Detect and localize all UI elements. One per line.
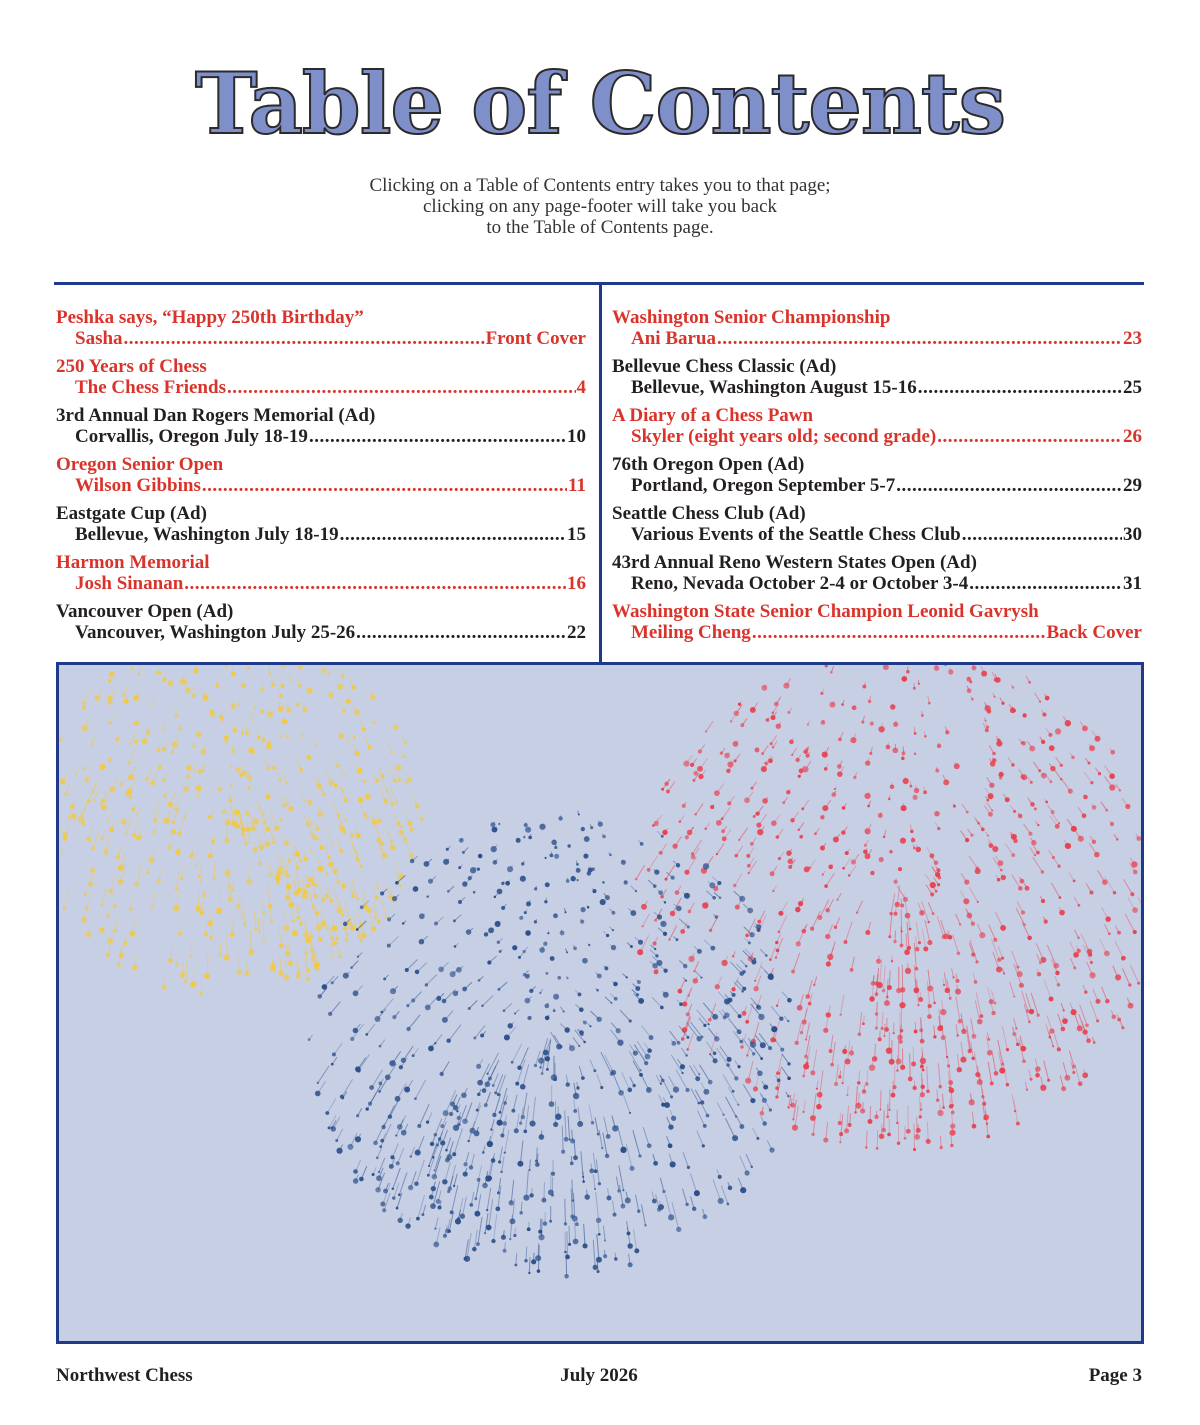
- dot-leader: [184, 574, 566, 595]
- toc-entry-title: Eastgate Cup (Ad): [56, 503, 207, 524]
- instructions: [0, 175, 1200, 238]
- toc-entry-title: Vancouver Open (Ad): [56, 601, 234, 622]
- toc-entry-title: 250 Years of Chess: [56, 356, 207, 377]
- instructions-line: to the Table of Contents page.: [486, 217, 714, 238]
- toc-entry[interactable]: [56, 455, 586, 496]
- page-title: Table of Contents: [195, 54, 1005, 153]
- toc-left-column: [56, 308, 586, 651]
- dot-leader: [969, 574, 1122, 595]
- toc-entry[interactable]: [612, 357, 1142, 398]
- toc-entry-author: Corvallis, Oregon July 18-19: [75, 425, 308, 447]
- toc-entry-title: A Diary of a Chess Pawn: [612, 405, 814, 426]
- toc-entry-author: Skyler (eight years old; second grade): [631, 425, 937, 447]
- toc-entry-page: 4: [576, 376, 586, 398]
- toc-entry-author: The Chess Friends: [75, 376, 226, 398]
- toc-entry-author: Bellevue, Washington August 15-16: [631, 376, 917, 398]
- toc-entry[interactable]: [56, 553, 586, 594]
- toc-entry-page: 15: [567, 523, 586, 545]
- toc-entry-title: 43rd Annual Reno Western States Open (Ad): [612, 552, 977, 573]
- toc-entry-page: Back Cover: [1046, 621, 1142, 643]
- toc-entry[interactable]: [56, 406, 586, 447]
- toc-entry-author: Ani Barua: [631, 327, 716, 349]
- toc-entry-title: Washington State Senior Champion Leonid Gavrysh: [612, 601, 1039, 622]
- toc-entry-title: Peshka says, “Happy 250th Birthday”: [56, 307, 364, 328]
- toc-entry[interactable]: [612, 602, 1142, 643]
- toc-entry-page: 23: [1123, 327, 1142, 349]
- toc-entry-page: 31: [1123, 572, 1142, 594]
- toc-entry[interactable]: [612, 504, 1142, 545]
- toc-entry-page: 29: [1123, 474, 1142, 496]
- dot-leader: [227, 378, 576, 399]
- toc-entry[interactable]: [56, 602, 586, 643]
- fireworks-illustration: [59, 665, 1141, 1341]
- toc-entry[interactable]: [612, 308, 1142, 349]
- dot-leader: [717, 329, 1122, 350]
- toc-entry-author: Sasha: [75, 327, 123, 349]
- toc-right-column: [612, 308, 1142, 651]
- toc-entry-page: 11: [568, 474, 586, 496]
- toc-entry-author: Portland, Oregon September 5-7: [631, 474, 896, 496]
- toc-entry[interactable]: [612, 455, 1142, 496]
- instructions-line: clicking on any page-footer will take you back: [422, 196, 777, 217]
- toc-entry-page: 26: [1123, 425, 1142, 447]
- footer-date[interactable]: July 2026: [560, 1365, 638, 1386]
- toc-entry-author: Various Events of the Seattle Chess Club: [631, 523, 961, 545]
- toc-entry-title: Bellevue Chess Classic (Ad): [612, 356, 837, 377]
- toc-entry[interactable]: [56, 357, 586, 398]
- dot-leader: [962, 525, 1122, 546]
- toc-entry-title: Harmon Memorial: [56, 552, 210, 573]
- toc-entry-page: 30: [1123, 523, 1142, 545]
- toc-entry-title: Seattle Chess Club (Ad): [612, 503, 806, 524]
- dot-leader: [356, 623, 566, 644]
- footer-publication[interactable]: Northwest Chess: [56, 1365, 193, 1386]
- toc-entry-author: Meiling Cheng: [631, 621, 751, 643]
- toc-entry-title: 3rd Annual Dan Rogers Memorial (Ad): [56, 405, 376, 426]
- dot-leader: [124, 329, 485, 350]
- toc-entry-author: Vancouver, Washington July 25-26: [75, 621, 356, 643]
- toc-entry-page: 22: [567, 621, 586, 643]
- blue-burst: [308, 811, 792, 1279]
- dot-leader: [896, 476, 1122, 497]
- dot-leader: [918, 378, 1122, 399]
- toc-entry-page: Front Cover: [485, 327, 586, 349]
- dot-leader: [937, 427, 1122, 448]
- toc-entry-page: 25: [1123, 376, 1142, 398]
- fireworks-image: [56, 662, 1144, 1344]
- dot-leader: [202, 476, 567, 497]
- toc-entry-title: 76th Oregon Open (Ad): [612, 454, 805, 475]
- dot-leader: [752, 623, 1046, 644]
- toc-entry[interactable]: [56, 308, 586, 349]
- toc-entry[interactable]: [612, 406, 1142, 447]
- dot-leader: [309, 427, 566, 448]
- toc-entry-author: Josh Sinanan: [75, 572, 184, 594]
- toc-entry-page: 10: [567, 425, 586, 447]
- dot-leader: [340, 525, 566, 546]
- toc-entry-author: Reno, Nevada October 2-4 or October 3-4: [631, 572, 969, 594]
- footer-page-number[interactable]: Page 3: [1088, 1365, 1142, 1386]
- toc-entry-page: 16: [567, 572, 586, 594]
- toc-entry-author: Bellevue, Washington July 18-19: [75, 523, 339, 545]
- yellow-burst: [59, 665, 423, 995]
- toc-entry-author: Wilson Gibbins: [75, 474, 201, 496]
- toc-entry-title: Washington Senior Championship: [612, 307, 891, 328]
- toc-entry-title: Oregon Senior Open: [56, 454, 224, 475]
- toc-entry[interactable]: [612, 553, 1142, 594]
- toc-entry[interactable]: [56, 504, 586, 545]
- column-divider: [599, 284, 602, 664]
- red-burst: [635, 665, 1141, 1151]
- instructions-line: Clicking on a Table of Contents entry takes you to that page;: [369, 175, 831, 196]
